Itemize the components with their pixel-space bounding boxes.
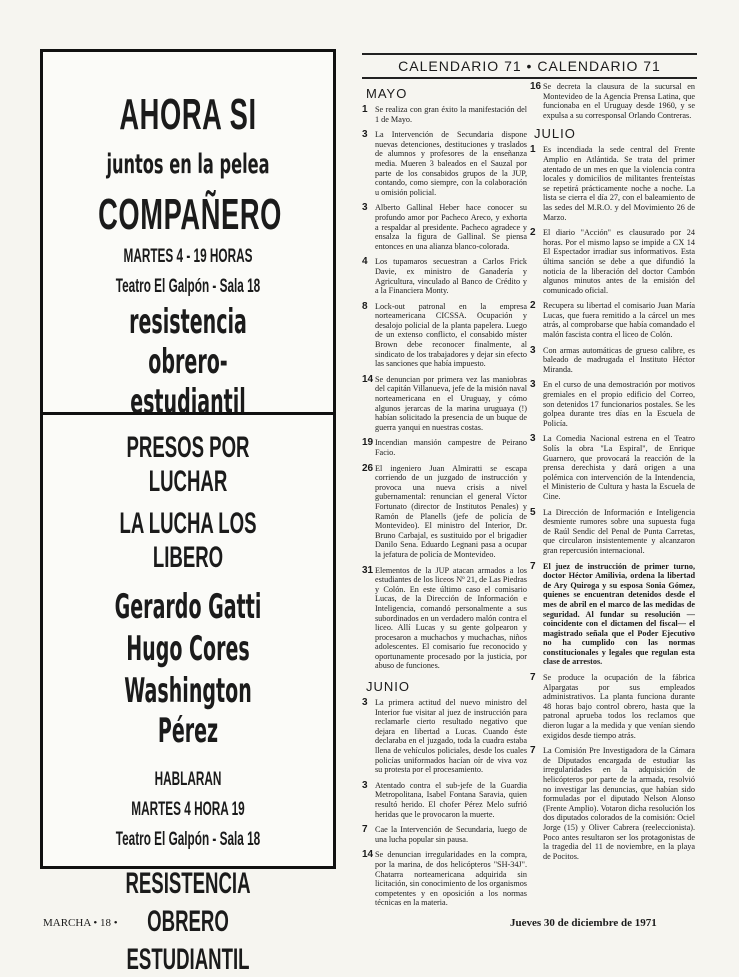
entry-day: 3 [530,379,536,391]
entry-text: El juez de instrucción de primer turno, doctor Héctor Amilivia, ordena la libertad de Ary Quiroga y su esposa Sonia Gómez, quienes se encuentran detenidos desde el mes de abril en el marco de las medidas de seguridad. Al fundar su resolución —coincidente con el dictamen del fiscal— el magistrado señala que el Poder Ejecutivo no ha cumplido con las normas constitucionales y legales que regulan esta clase de arrestos. [543,561,695,667]
speaker-name: Gerardo Gatti [114,587,262,627]
poster-subheadline: juntos en la pelea [106,149,270,180]
month-heading-junio: JUNIO [366,679,410,695]
calendar-entry [530,673,695,740]
calendar-entry [362,566,527,672]
entry-text: En el curso de una demostración por motivos gremiales en el propio edificio del Correo, son detenidos 17 funcionarios postales. Se les golpea durante tres días en la Escuela de Policía. [543,380,695,428]
calendar-entry [362,438,527,457]
entry-day: 3 [362,202,368,214]
speaker-name: Washington Pérez [124,671,252,751]
mayo-entries [362,105,527,671]
entry-text: Se denuncian por primera vez las maniobras del capitán Villanueva, jefe de la misión naval norteamericana en el Uruguay, y cómo algunos jerarcas de la marina uruguaya (!) habían solicitado la presencia de un buque de guerra yanqui en nuestras costas. [375,374,527,432]
entry-day: 31 [362,564,374,576]
poster-top [43,52,333,422]
poster-obrero: OBRERO [147,905,229,938]
calendar-entry [362,781,527,819]
entry-day: 3 [362,697,368,709]
calendar-entry [362,257,527,295]
junio-entries [362,698,527,908]
entry-day: 26 [362,462,374,474]
poster-resistencia: RESISTENCIA [125,867,251,900]
calendar-entry [530,82,695,120]
entry-day: 7 [362,824,368,836]
entry-text: El diario "Acción" es clausurado por 24 horas. Por el mismo lapso se impide a CX 14 El Espectador irradiar sus informativos. Esta última sanción se debe a que difundió la noticia de la liberación del doctor Cambón algunos minutos antes de la emisión del comunicado oficial. [543,228,695,295]
entry-day: 14 [362,849,374,861]
entry-text: La Comedia Nacional estrena en el Teatro Solís la obra "La Espiral", de Enrique Guarnero, que provocará la reacción de la prensa derechista y dará origen a una polémica con intervención de la Intendencia, el Ministerio de Cultura y hasta la Escuela de Cine. [543,434,695,501]
entry-text: Atentado contra el sub-jefe de la Guardia Metropolitana, Isabel Fontana Saravia, quien resultó herido. El chofer Pérez Melo sufrió heridas que le provocaron la muerte. [375,780,527,819]
poster-venue: Teatro El Galpón - Sala 18 [115,276,261,297]
entry-text: Se denuncian irregularidades en la compra, por la marina, de dos helicópteros "SH-34J". Chatarra norteamericana adquirida sin licitación, sin conocimiento de los organismos competentes y en oposición a los normas técnicas en la materia. [375,850,527,908]
calendar-entry [362,464,527,560]
entry-text: Se produce la ocupación de la fábrica Alpargatas por sus empleados administrativos. La planta funciona durante 48 horas bajo control obrero, hasta que la patronal aprueba todos los reclamos que dieron lugar a la medida y que venían siendo exigidos desde tiempo atrás. [543,673,695,740]
entry-day: 14 [362,373,374,385]
poster-presos: PRESOS POR LUCHAR [126,431,250,498]
entry-day: 2 [530,300,536,312]
poster-companero: COMPAÑERO [98,190,283,239]
entry-text: Alberto Gallinal Heber hace conocer su profundo amor por Pacheco Areco, y exhorta a respaldar al presidente. Pacheco agradece y ensalza la figura de Gallinal. Se piensa entonces en una alianza blanco-colorada. [375,203,527,251]
entry-day: 8 [362,300,368,312]
entry-day: 7 [530,672,536,684]
entry-day: 7 [530,745,536,757]
poster-resistencia: resistencia [129,302,247,342]
calendar-entry [362,698,527,775]
entry-text: La Dirección de Información e Inteligencia desmiente rumores sobre una supuesta fuga de Raúl Sendic del Penal de Punta Carretas, que circularon insistentemente y alcanzaron gran repercusión internacional. [543,507,695,555]
entry-text: Incendian mansión campestre de Peirano Facio. [375,438,527,457]
julio-entries [530,145,695,861]
entry-day: 19 [362,437,374,449]
poster-estudiantil: ESTUDIANTIL [126,943,250,976]
calendar-entry [530,301,695,339]
entry-day: 1 [530,144,536,156]
calendar-entry [530,434,695,501]
entry-text: Cae la Intervención de Secundaria, luego de una lucha popular sin pausa. [375,825,527,844]
calendar-entry [530,346,695,375]
entry-day: 16 [530,81,542,92]
entry-day: 5 [530,506,536,518]
calendar-entry [530,380,695,428]
calendar-column-2 [530,82,695,872]
calendar-entry [530,746,695,861]
poster-venue: Teatro El Galpón - Sala 18 [115,829,261,850]
entry-day: 3 [530,344,536,356]
month-heading-julio: JULIO [534,126,576,142]
poster-time: MARTES 4 HORA 19 [131,799,245,820]
calendar-entry [362,375,527,433]
poster-lucha: LA LUCHA LOS LIBERO [119,507,257,574]
entry-text: Con armas automáticas de grueso calibre, es baleado de madrugada el Instituto Héctor Miranda. [543,345,695,374]
entry-day: 4 [362,256,368,268]
entry-text: Lock-out patronal en la empresa norteamericana CICSSA. Ocupación y desalojo policial de la planta papelera. Luego de un extenso conflicto, el consabido míster Brown debe reconocer finalmente, al sindicato de los trabajadores y dejar sin efecto las sanciones que había impuesto. [375,301,527,369]
calendar-entry [530,228,695,295]
poster-headline: AHORA SI [119,90,257,139]
entry-text: Se decreta la clausura de la sucursal en Montevideo de la Agencia Prensa Latina, que funcionaba en el Uruguay desde 1960, y se expulsa a su corresponsal Orlando Contreras. [543,82,695,120]
entry-day: 2 [530,227,536,239]
page-footer-publication: MARCHA • 18 • [43,917,118,929]
calendar-entry [362,203,527,251]
calendar-entry [362,105,527,124]
poster-time: MARTES 4 - 19 HORAS [123,246,253,267]
entry-text: El ingeniero Juan Almiratti se escapa corriendo de un juzgado de instrucción y provoca una nueva crisis a nivel gubernamental: renuncian el general Víctor Fortunato (director de Institutos Penales) y Ramón de Planells (jefe de policía de Montevideo). El ministro del Interior, Dr. Bruno Carbajal, es sustituido por el brigadier Danilo Sena. Eduardo Legnani pasa a ocupar la jefatura de policía de Montevideo. [375,463,527,559]
junio-continued-entries [530,82,695,120]
calendar-column-1 [362,82,527,908]
entry-day: 3 [530,433,536,445]
entry-text: La primera actitud del nuevo ministro del Interior fue visitar al juez de instrucción para reclamarle cierto resultado negativo que dejara en libertad a Lucas. Cuando éste declaraba en el juzgado, toda la cuadra estaba llena de vehículos policiales, desde los cuales policías uniformados hacían oír de viva voz su protesta por el procesamiento. [375,698,527,775]
entry-day: 3 [362,129,368,141]
entry-text: Los tupamaros secuestran a Carlos Frick Davie, ex ministro de Ganadería y Agricultura, vinculado al Banco de Crédito y a la Financiera Monty. [375,257,527,296]
entry-text: Se realiza con gran éxito la manifestación del 1 de Mayo. [375,105,527,124]
page-footer-date: Jueves 30 de diciembre de 1971 [510,917,657,929]
entry-day: 3 [362,779,368,791]
poster-obrero-estudiantil: obrero-estudiantil [130,342,246,422]
calendar-header: CALENDARIO 71 • CALENDARIO 71 [362,53,697,79]
calendar-entry [362,302,527,369]
calendar-entry [530,562,695,668]
entry-text: Elementos de la JUP atacan armados a los estudiantes de los liceos Nº 21, de Las Piedras y Colón. En este último caso el comisario Lucas, de la Dirección de Información e Inteligencia, comandó personalmente a sus subordinados en un verdadero malón contra el liceo. Allí Lucas y su gente golpearon y procesaron a muchachos y muchachas, niños adolescentes. El comisario fue reconocido y oportunamente procesado por la justicia, por abuso de funciones. [375,565,527,671]
entry-text: Recupera su libertad el comisario Juan María Lucas, que fuera remitido a la cárcel un mes atrás, al comprobarse que había comandado el malón fascista contra el liceo de Colón. [543,301,695,340]
calendar-entry [362,850,527,908]
calendar-entry [530,508,695,556]
month-heading-mayo: MAYO [366,86,408,101]
entry-day: 1 [362,104,368,115]
calendar-entry [362,825,527,844]
calendar-entry [530,145,695,222]
speaker-name: Hugo Cores [126,629,250,669]
entry-text: La Comisión Pre Investigadora de la Cámara de Diputados encargada de estudiar las irregularidades en la adquisición de helicópteros por parte de la armada, resolvió no investigar las denuncias, que habían sido formuladas por el diputado Nelson Alonso (Frente Amplio). Votaron dicha resolución los dos diputados colorados de la comisión: Ociel Jorge (15) y Oliver Cabrera (reeleccionista). Poco antes resultaron ser los protagonistas de la tragedia del 11 de noviembre, en la playa de Pocitos. [543,746,695,861]
poster-hablaran: HABLARAN [154,769,222,790]
calendar-entry [362,130,527,197]
entry-day: 7 [530,560,536,572]
entry-text: Es incendiada la sede central del Frente Amplio en Atlántida. Se trata del primer atentado de un mes en que la violencia contra locales y domicilios de militantes frenteístas se repetirá prácticamente noche a noche. La lista se cierra el día 27, con el baleamiento de las sedes del M.R.O. y del Movimiento 26 de Marzo. [543,145,695,222]
entry-text: La Intervención de Secundaria dispone nuevas detenciones, destituciones y traslados de alumnos y profesores de la enseñanza media. Mueren 3 baleados en el Sauzal por parte de los consabidos grupos de la JUP, contando, como siempre, con la colaboración u omisión policial. [375,130,527,197]
